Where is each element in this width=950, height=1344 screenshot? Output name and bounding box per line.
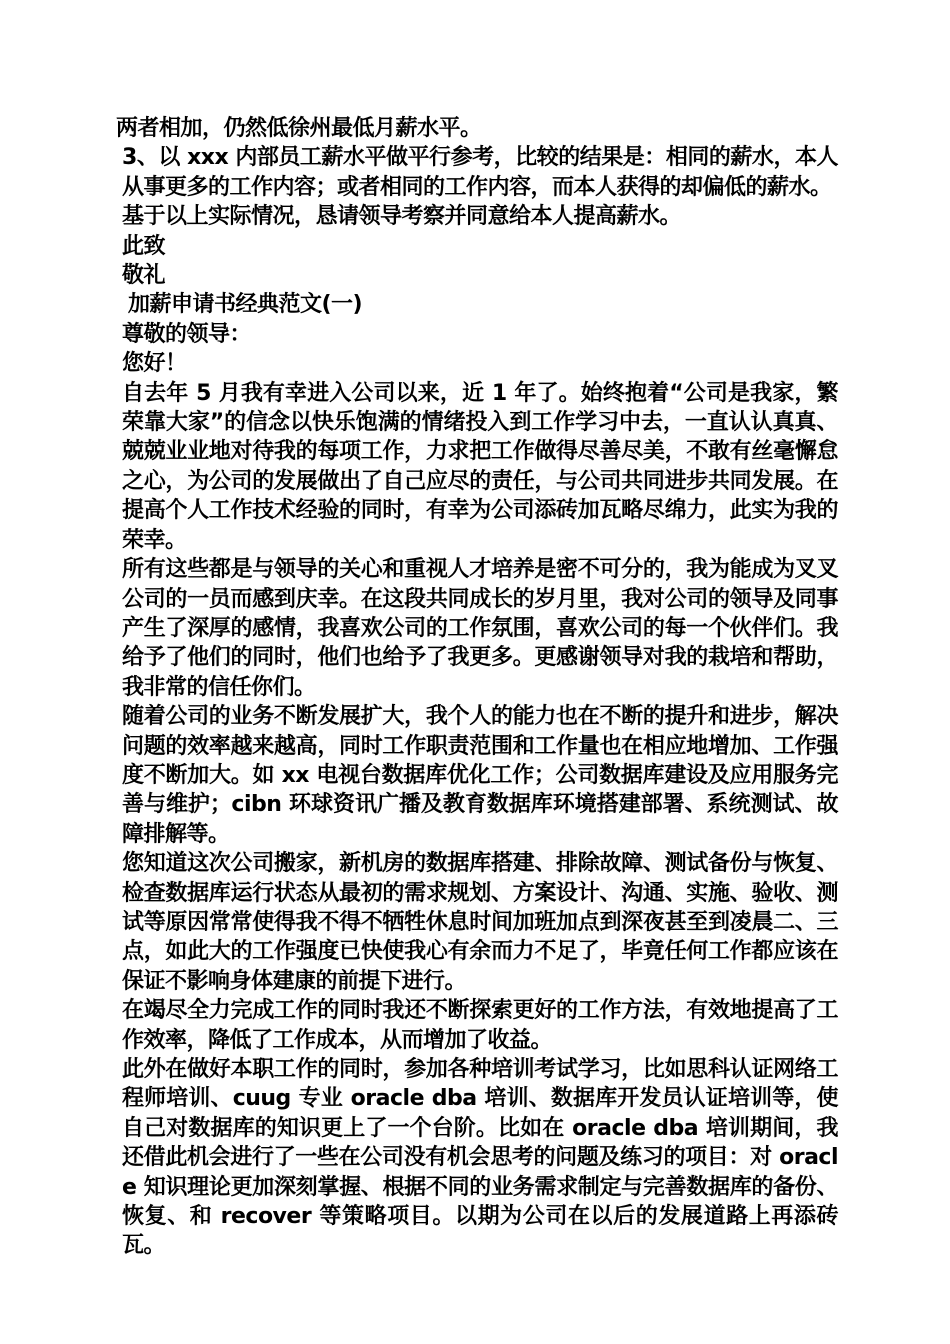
paragraph-training: 此外在做好本职工作的同时，参加各种培训考试学习，比如思科认证网络工程师培训、cuug 专业 oracle dba 培训、数据库开发员认证培训等，使自己对数据库的知识更上了一个台阶。比如在 oracle dba 培训期间，我还借此机会进行了一些在公司没有机会思考的问题及练习的项目：对 oracle 知识理论更加深刻掌握、根据不同的业务需求制定与完善数据库的备份、恢复、和 recover 等策略项目。以期为公司在以后的发展道路上再添砖瓦。 [122, 1057, 838, 1259]
document-page [116, 114, 838, 1261]
closing-jingli: 敬礼 [122, 263, 166, 289]
paragraph-salary-comparison-end: 两者相加，仍然低徐州最低月薪水平。 [116, 116, 482, 141]
paragraph-request: 基于以上实际情况，恳请领导考察并同意给本人提高薪水。 [122, 204, 682, 230]
paragraph-growth: 随着公司的业务不断发展扩大，我个人的能力也在不断的提升和进步，解决问题的效率越来越高，同时工作职责范围和工作量也在相应地增加、工作强度不断加大。如 xx 电视台数据库优化工作；公司数据库建设及应用服务完善与维护；cibn 环球资讯广播及教育数据库环境搭建部署、系统测试、故障排解等。 [122, 704, 838, 847]
greeting: 您好！ [122, 351, 187, 377]
paragraph-point-3: 3、以 xxx 内部员工薪水平做平行参考，比较的结果是：相同的薪水，本人从事更多的工作内容；或者相同的工作内容，而本人获得的却偏低的薪水。 [122, 145, 838, 200]
paragraph-gratitude: 所有这些都是与领导的关心和重视人才培养是密不可分的，我为能成为叉叉公司的一员而感到庆幸。在这段共同成长的岁月里，我对公司的领导及同事产生了深厚的感情，我喜欢公司的工作氛围，喜欢公司的每一个伙伴们。我给予了他们的同时，他们也给予了我更多。更感谢领导对我的栽培和帮助，我非常的信任你们。 [122, 557, 838, 700]
paragraph-intro: 自去年 5 月我有幸进入公司以来，近 1 年了。始终抱着“公司是我家，繁荣靠大家”的信念以快乐饱满的情绪投入到工作学习中去，一直认认真真、兢兢业业地对待我的每项工作，力求把工作做得尽善尽美，不敢有丝毫懈怠之心，为公司的发展做出了自己应尽的责任，与公司共同进步共同发展。在提高个人工作技术经验的同时，有幸为公司添砖加瓦略尽绵力，此实为我的荣幸。 [122, 380, 838, 553]
paragraph-efficiency: 在竭尽全力完成工作的同时我还不断探索更好的工作方法，有效地提高了工作效率，降低了工作成本，从而增加了收益。 [122, 998, 838, 1053]
section-heading: 加薪申请书经典范文(一) [128, 292, 363, 318]
closing-cizhi: 此致 [122, 233, 166, 259]
salutation: 尊敬的领导： [122, 321, 252, 347]
paragraph-workload: 您知道这次公司搬家，新机房的数据库搭建、排除故障、测试备份与恢复、检查数据库运行状态从最初的需求规划、方案设计、沟通、实施、验收、测试等原因常常使得我不得不牺牲休息时间加班加点到深夜甚至到凌晨二、三点，如此大的工作强度已快使我心有余而力不足了，毕竟任何工作都应该在保证不影响身体建康的前提下进行。 [122, 851, 838, 994]
